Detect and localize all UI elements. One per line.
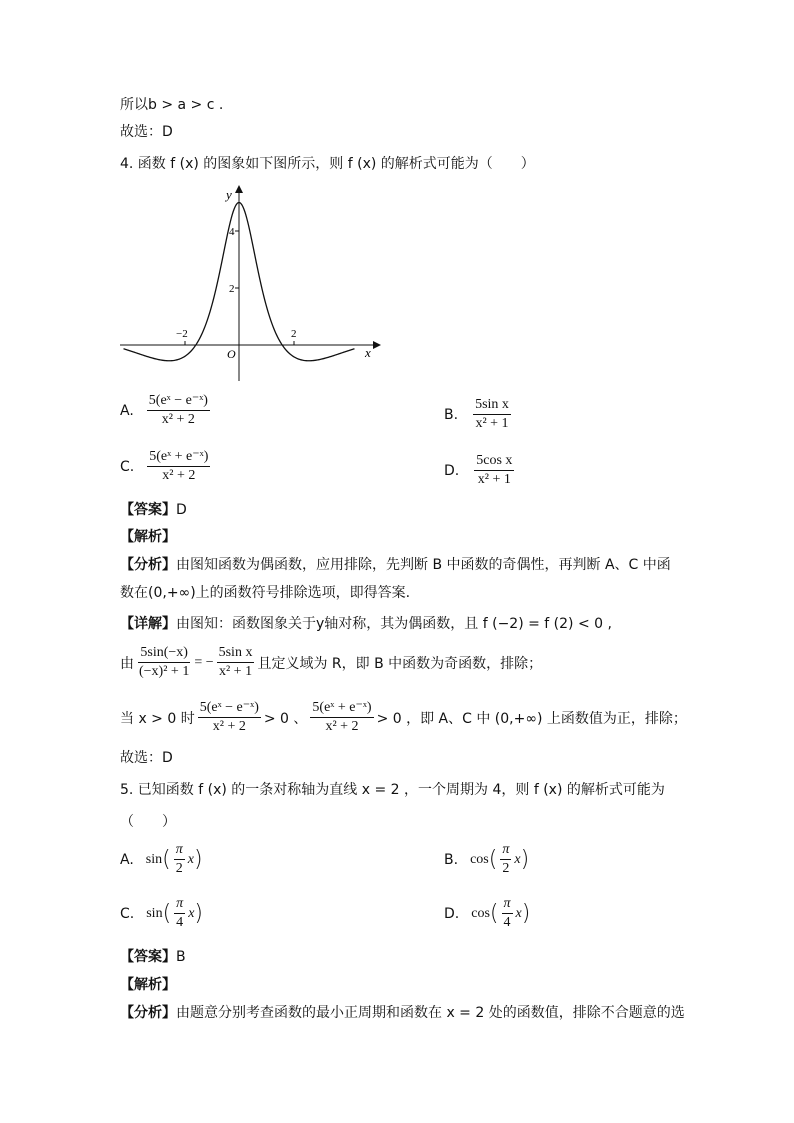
q5-option-a[interactable]: A. sin ( $\frac{\pi}{2}$ x )	[120, 842, 203, 876]
analysis-heading-5: 【解析】	[120, 977, 176, 993]
answer-5: 【答案】B	[120, 949, 186, 965]
text-line: 所以b > a > c .	[120, 97, 224, 113]
x-axis-label: x	[365, 345, 371, 360]
function-graph	[115, 185, 385, 385]
option-label: C.	[120, 458, 135, 475]
option-a[interactable]	[120, 393, 213, 428]
tick-label-y2: 2	[229, 283, 235, 295]
detail-4-line2: 由 $\frac{5\sin(-x)}{\text{(−x)² + 1}}$ = − $\frac{\text{5sin x}}{\text{x² + 1}}$ 且定义域为 R，即 B 中函数为奇函数，排除；	[120, 645, 543, 679]
analysis-4-line2: 数在(0,+∞)上的函数符号排除选项，即得答案.	[120, 585, 411, 601]
option-c-formula: $\frac{\text{5(eˣ + e⁻ˣ)}}{\text{x² + 2}}$	[149, 449, 209, 483]
answer-4: 【答案】D	[120, 502, 187, 518]
choose-4: 故选：D	[120, 750, 173, 766]
q5-option-c[interactable]: C. sin ( $\frac{\pi}{4}$ x )	[120, 896, 203, 930]
option-c[interactable]	[120, 449, 213, 484]
analysis-heading: 【解析】	[120, 529, 176, 545]
detail-fraction: $\frac{\text{5(eˣ + e⁻ˣ)}}{\text{x² + 2}}$	[312, 700, 372, 734]
analysis-5: 【分析】由题意分别考查函数的最小正周期和函数在 x = 2 处的函数值，排除不合题意的选	[120, 1005, 685, 1021]
option-d-formula: $\frac{\text{5cos x}}{\text{x² + 1}}$	[476, 453, 513, 487]
tick-label-xneg2: −2	[176, 328, 188, 340]
tick-label-y4: 4	[229, 226, 235, 238]
option-a-formula: $\frac{\text{5(eˣ − e⁻ˣ)}}{\text{x² + 2}}$	[148, 393, 208, 427]
tick-label-x2: 2	[291, 328, 297, 340]
option-b-formula: $\frac{\text{5sin x}}{\text{x² + 1}}$	[475, 397, 509, 431]
question-5-paren: （ ）	[120, 814, 176, 830]
option-label: B.	[444, 406, 459, 423]
origin-label: O	[227, 347, 236, 361]
detail-4-line1: 【详解】由图知：函数图象关于y轴对称，其为偶函数，且 f (−2) = f (2) < 0 ,	[120, 616, 612, 632]
option-d[interactable]	[444, 453, 517, 488]
option-b[interactable]	[444, 397, 514, 432]
question-4: 4. 函数 f (x) 的图象如下图所示，则 f (x) 的解析式可能为（ ）	[120, 156, 535, 172]
analysis-4-line1: 【分析】由图知函数为偶函数，应用排除，先判断 B 中函数的奇偶性，再判断 A、C 中函	[120, 557, 671, 573]
y-axis-label: y	[226, 187, 232, 202]
option-label: D.	[444, 462, 460, 479]
detail-fraction: $\frac{\text{5(eˣ − e⁻ˣ)}}{\text{x² + 2}}$	[199, 700, 259, 734]
detail-fraction: $\frac{\text{5sin x}}{\text{x² + 1}}$	[218, 645, 253, 679]
option-label: A.	[120, 402, 134, 419]
q5-option-b[interactable]: B. cos ( $\frac{\pi}{2}$ x )	[444, 842, 530, 876]
text-line: 故选：D	[120, 124, 173, 140]
detail-4-line3: 当 x > 0 时 $\frac{\text{5(eˣ − e⁻ˣ)}}{\text{x² + 2}}$ > 0 、 $\frac{\text{5(eˣ + e⁻ˣ)}}{\text{x² + 2}}$ > 0 ，即 A、C 中 (0,+∞) 上函数值为正，排除；	[120, 700, 687, 734]
q5-option-d[interactable]: D. cos ( $\frac{\pi}{4}$ x )	[444, 896, 531, 930]
question-5: 5. 已知函数 f (x) 的一条对称轴为直线 x = 2 ，一个周期为 4，则 f (x) 的解析式可能为	[120, 782, 665, 798]
detail-fraction: $\frac{5\sin(-x)}{\text{(−x)² + 1}}$	[139, 645, 190, 679]
